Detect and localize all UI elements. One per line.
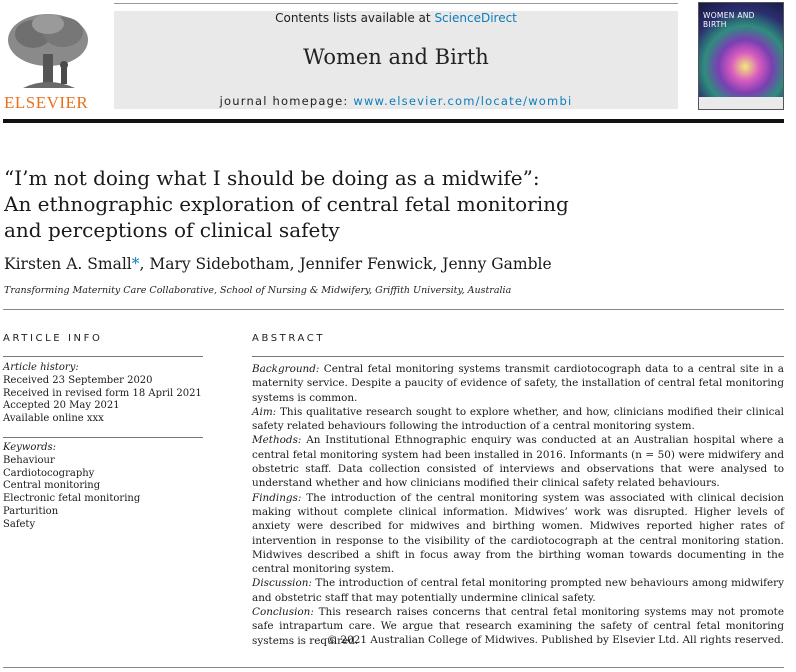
abstract-label: Findings: <box>252 491 302 504</box>
article-title <box>4 165 604 243</box>
abstract-label: Discussion: <box>252 577 312 590</box>
history-label: Article history: <box>3 362 79 373</box>
history-item: Received in revised form 18 April 2021 <box>3 387 202 399</box>
header-divider <box>3 119 784 123</box>
abstract-text: The introduction of central fetal monitoring prompted new behaviours among midwifery and obstetric staff that may potentially undermine clinical safety. <box>252 577 784 604</box>
journal-cover-image <box>698 2 784 110</box>
abstract-text: This qualitative research sought to explore whether, and how, clinicians modified their clinical safety related behaviours following the introduction of a central monitoring system. <box>252 405 784 433</box>
affiliation: Transforming Maternity Care Collaborative, School of Nursing & Midwifery, Griffith University, Australia <box>4 285 512 296</box>
author-rest[interactable]: , Mary Sidebotham, Jennifer Fenwick, Jenny Gamble <box>139 255 552 273</box>
abstract-label: Conclusion: <box>252 606 314 619</box>
journal-homepage <box>114 94 678 108</box>
copyright-notice: © 2021 Australian College of Midwives. Published by Elsevier Ltd. All rights reserved. <box>326 634 784 646</box>
keyword: Parturition <box>3 505 59 517</box>
history-item: Available online xxx <box>3 413 104 425</box>
title-line: An ethnographic exploration of central fetal monitoring <box>4 192 569 216</box>
bottom-divider <box>3 667 784 668</box>
keyword: Behaviour <box>3 454 55 466</box>
abstract-paragraph <box>252 576 784 605</box>
abstract-label: Aim: <box>252 405 277 418</box>
corresponding-author-mark[interactable]: * <box>131 255 140 273</box>
abstract-rule <box>252 356 784 357</box>
keyword: Central monitoring <box>3 480 101 492</box>
homepage-prefix: journal homepage: <box>219 94 354 108</box>
article-history <box>3 362 202 426</box>
title-line: “I’m not doing what I should be doing as a midwife”: <box>4 166 540 190</box>
abstract-label: Background: <box>252 363 320 375</box>
keyword: Cardiotocography <box>3 467 95 479</box>
keywords-label: Keywords: <box>3 442 57 453</box>
abstract-heading: ABSTRACT <box>252 333 326 344</box>
homepage-link[interactable]: www.elsevier.com/locate/wombi <box>353 94 573 108</box>
sciencedirect-link[interactable]: ScienceDirect <box>434 11 517 25</box>
abstract-text: An Institutional Ethnographic enquiry was conducted at an Australian hospital where a central fetal monitoring system had been installed in 2016. Informants (n = 50) were midwifery and obstetric staff. Data collection consisted of interviews and observations that were analysed to understand whether and how clinicians modified their clinical safety related behaviours. <box>252 434 784 490</box>
keywords-rule <box>3 437 203 438</box>
abstract-text: This research raises concerns that central fetal monitoring systems may not promote safe intrapartum care. We argue that research examining the safety of central fetal monitoring systems is required. <box>252 606 784 647</box>
keyword: Safety <box>3 518 36 530</box>
abstract-text: Central fetal monitoring systems transmit cardiotocograph data to a central site in a maternity service. Despite a paucity of evidence of safety, the installation of central fetal monitoring systems is common. <box>252 363 785 404</box>
contents-line <box>114 11 678 25</box>
abstract-paragraph <box>252 405 784 434</box>
keywords <box>3 442 140 532</box>
author-list <box>4 255 552 273</box>
abstract-text: The introduction of the central monitoring system was associated with clinical decision making without complete clinical information. Midwives’ work was disrupted. Higher levels of anxiety were described for midwives and birthing women. Midwives reported higher rates of intervention in response to the visibility of the cardiotocograph at the central monitoring station. Midwives described a shift in focus away from the birthing woman towards documenting in the central monitoring system. <box>252 491 785 576</box>
author-first[interactable]: Kirsten A. Small <box>4 255 132 273</box>
publisher-logo-text: ELSEVIER <box>4 93 89 112</box>
abstract-paragraph <box>252 362 784 405</box>
journal-title: Women and Birth <box>303 45 489 69</box>
abstract-paragraph <box>252 433 784 490</box>
cover-footer-band <box>699 97 783 109</box>
history-item: Accepted 20 May 2021 <box>3 400 120 412</box>
title-line: and perceptions of clinical safety <box>4 218 340 242</box>
article-info-heading: ARTICLE INFO <box>3 333 103 344</box>
article-info-rule <box>3 356 203 357</box>
tree-icon <box>3 10 93 92</box>
header-top-rule <box>114 3 678 4</box>
abstract-body <box>252 362 784 648</box>
contents-prefix: Contents lists available at <box>275 11 435 25</box>
abstract-label: Methods: <box>252 434 302 447</box>
cover-title: WOMEN AND BIRTH <box>703 11 755 29</box>
abstract-paragraph <box>252 491 784 577</box>
history-item: Received 23 September 2020 <box>3 374 153 386</box>
affiliation-divider <box>3 309 784 310</box>
keyword: Electronic fetal monitoring <box>3 493 141 505</box>
